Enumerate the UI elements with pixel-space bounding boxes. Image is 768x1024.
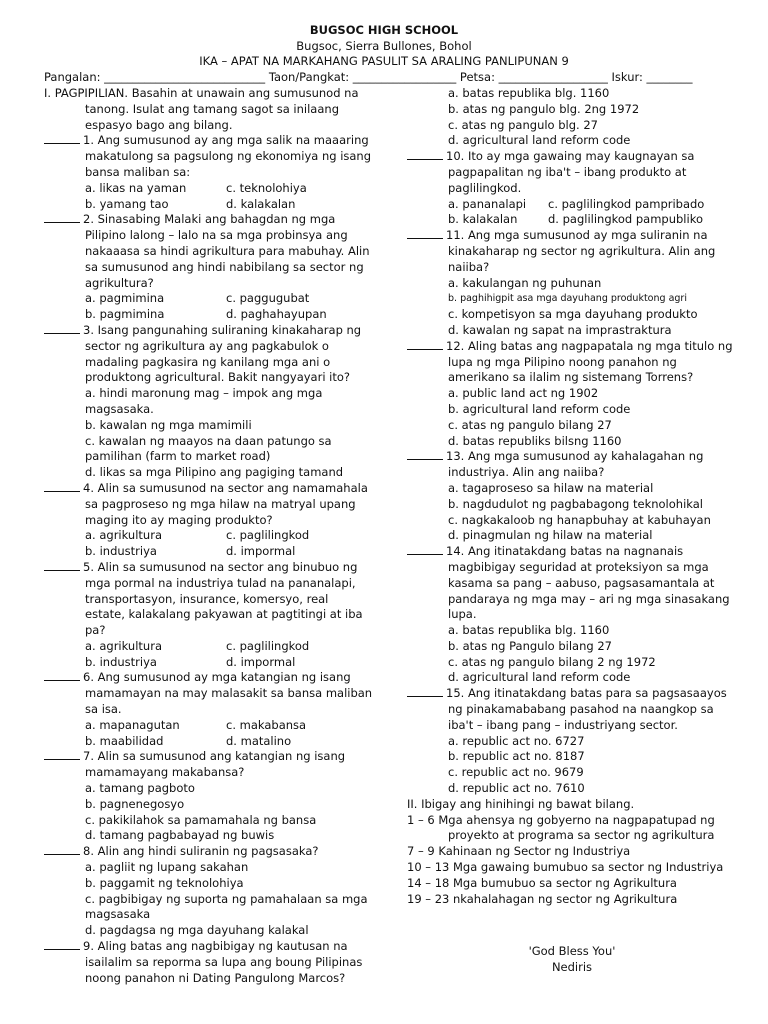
text-line: transportasyon, insurance, komersyo, real (85, 591, 329, 606)
choice-option: d. matalino (226, 733, 292, 748)
answer-blank[interactable] (44, 670, 80, 681)
text-line: sa isa. (85, 702, 122, 717)
question-text: 14. Ang itinatakdang batas na nagnanais (446, 544, 684, 559)
choice-option: b. industriya (85, 654, 157, 669)
section-line: 14 – 18 Mga bumubuo sa sector ng Agrikultura (407, 875, 677, 890)
question-line (44, 212, 364, 228)
text-line: kinakaharap ng sector ng agrikultura. Alin ang (448, 243, 716, 258)
text-line: mga pormal na industriya tulad na pananalapi, (85, 575, 356, 590)
text-line: sa pagproseso ng mga hilaw na matryal upang (85, 496, 356, 511)
text-line: a. kakulangan ng puhunan (448, 275, 602, 290)
text-line: a. public land act ng 1902 (448, 386, 599, 401)
text-line: amerikano sa ilalim ng sistemang Torrens? (448, 370, 694, 385)
text-line: c. kompetisyon sa mga dayuhang produkto (448, 307, 698, 322)
question-text: 2. Sinasabing Malaki ang bahagdan ng mga (83, 212, 336, 227)
student-info-line[interactable]: Pangalan: ____________________________ Taon/Pangkat: __________________ Petsa: ___________________ Iskur: ________ (44, 70, 693, 84)
text-line: b. agricultural land reform code (448, 401, 631, 416)
question-line (44, 560, 364, 576)
choice-option: a. agrikultura (85, 638, 162, 653)
answer-blank[interactable] (44, 323, 80, 334)
school-name: BUGSOC HIGH SCHOOL (309, 23, 459, 37)
choice-pair (407, 197, 737, 213)
question-text: 11. Ang mga sumusunod ay mga suliranin na (446, 228, 708, 243)
text-line: c. republic act no. 9679 (448, 765, 584, 780)
question-line (407, 449, 737, 465)
choice-pair (44, 307, 364, 323)
question-text: 9. Aling batas ang nagbibigay ng kautusan na (83, 939, 348, 954)
text-line: c. kawalan ng maayos na daan patungo sa (85, 433, 332, 448)
text-line: ng pinakamababang pasahod na naangkop sa (448, 702, 714, 717)
text-line: b. kawalan ng mga mamimili (85, 417, 252, 432)
question-line (44, 133, 369, 149)
text-line: iba't – ibang pang – industriyang sector. (448, 717, 678, 732)
text-line: noong panahon ni Dating Pangulong Marcos? (85, 970, 346, 985)
question-text: 13. Ang mga sumusunod ay kahalagahan ng (446, 449, 704, 464)
answer-blank[interactable] (407, 339, 443, 350)
choice-pair (44, 291, 364, 307)
text-line: d. batas republiks bilsng 1160 (448, 433, 622, 448)
choice-pair (44, 197, 364, 213)
text-line: d. pinagmulan ng hilaw na material (448, 528, 653, 543)
question-line (407, 228, 737, 244)
question-line (44, 844, 364, 860)
text-line: madaling pagkasira ng kanilang mga ani o (85, 354, 331, 369)
text-line: d. republic act no. 7610 (448, 781, 585, 796)
text-line: nakaaasa sa hindi agrikultura para mabuhay. Alin (85, 243, 370, 258)
text-line: naiiba? (448, 259, 490, 274)
text-line: a. hindi maronung mag – impok ang mga (85, 386, 323, 401)
text-line: c. pagbibigay ng suporta ng pamahalaan sa mga (85, 891, 368, 906)
answer-blank[interactable] (407, 544, 443, 555)
text-line: d. agricultural land reform code (448, 133, 631, 148)
text-line: a. tagaproseso sa hilaw na material (448, 480, 654, 495)
text-line: a. batas republika blg. 1160 (448, 623, 610, 638)
answer-blank[interactable] (44, 939, 80, 950)
answer-blank[interactable] (407, 449, 443, 460)
choice-pair (44, 734, 364, 750)
question-text: 10. Ito ay mga gawaing may kaugnayan sa (446, 149, 695, 164)
question-line (407, 149, 737, 165)
right-column (407, 86, 737, 907)
text-line: d. tamang pagbabayad ng buwis (85, 828, 275, 843)
choice-option: b. industriya (85, 544, 157, 559)
text-line: isailalim sa reporma sa lupa ang boung Pilipinas (85, 954, 363, 969)
choice-option: b. pagmimina (85, 307, 165, 322)
text-line: proyekto at programa sa sector ng agrikultura (448, 828, 715, 843)
choice-pair (44, 639, 364, 655)
choice-option: a. mapanagutan (85, 717, 180, 732)
answer-blank[interactable] (44, 481, 80, 492)
question-line (44, 749, 364, 765)
choice-pair (44, 655, 364, 671)
choice-option: c. paggugubat (226, 291, 310, 306)
text-line: pagpapalitan ng iba't – ibang produkto at (448, 164, 687, 179)
question-text: 8. Alin ang hindi suliranin ng pagsasaka? (83, 844, 319, 859)
text-line: a. republic act no. 6727 (448, 733, 585, 748)
answer-blank[interactable] (407, 686, 443, 697)
text-line: c. atas ng pangulo bilang 2 ng 1972 (448, 654, 656, 669)
choice-option: a. pagmimina (85, 291, 165, 306)
choice-option: a. agrikultura (85, 528, 162, 543)
left-column (44, 86, 373, 986)
choice-option: c. paglilingkod (226, 528, 310, 543)
text-line: lupa. (448, 607, 477, 622)
question-line (44, 939, 364, 955)
question-text: 1. Ang sumusunod ay ang mga salik na maaaring (83, 133, 369, 148)
answer-blank[interactable] (407, 228, 443, 239)
section-line: II. Ibigay ang hinihingi ng bawat bilang. (407, 796, 635, 811)
choice-option: d. paglilingkod pampubliko (548, 212, 703, 227)
question-line (44, 670, 364, 686)
text-line: paglilingkod. (448, 180, 522, 195)
answer-blank[interactable] (44, 844, 80, 855)
choice-option: b. yamang tao (85, 196, 169, 211)
text-line: maging ito ay maging produkto? (85, 512, 273, 527)
text-line: Pilipino lalong – lalo na sa mga probinsya ang (85, 228, 348, 243)
closing (407, 944, 737, 975)
answer-blank[interactable] (44, 133, 80, 144)
text-line: magsasaka. (85, 401, 154, 416)
text-line: pandaraya ng mga may – ari ng mga sinasakang (448, 591, 730, 606)
choice-pair (44, 528, 364, 544)
text-line: c. pakikilahok sa pamamahala ng bansa (85, 812, 317, 827)
text-line: bansa maliban sa: (85, 164, 191, 179)
blessing-text: 'God Bless You' (528, 944, 616, 958)
choice-option: d. impormal (226, 654, 296, 669)
text-line: b. paggamit ng teknolohiya (85, 875, 244, 890)
text-line: b. pagnenegosyo (85, 796, 185, 811)
question-line (44, 480, 368, 497)
exam-title: IKA – APAT NA MARKAHANG PASULIT SA ARALING PANLIPUNAN 9 (199, 54, 569, 68)
text-line: lupa ng mga Pilipino noong panahon ng (448, 354, 677, 369)
document-header (0, 23, 768, 70)
question-text: 4. Alin sa sumusunod na sector ang namamahala (83, 480, 368, 495)
choice-option: b. kalakalan (448, 212, 518, 227)
author-name: Nediris (551, 959, 593, 974)
school-address: Bugsoc, Sierra Bullones, Bohol (296, 38, 472, 53)
answer-blank[interactable] (44, 212, 80, 223)
text-line: espasyo bago ang bilang. (85, 117, 233, 132)
text-line: d. agricultural land reform code (448, 670, 631, 685)
choice-option: d. paghahayupan (226, 307, 327, 322)
text-line: d. kawalan ng sapat na imprastraktura (448, 322, 672, 337)
text-line: industriya. Alin ang naiiba? (448, 465, 605, 480)
choice-pair (407, 212, 737, 228)
question-line (407, 339, 737, 355)
text-line: b. republic act no. 8187 (448, 749, 585, 764)
text-line: kasama sa pang – aabuso, pagsasamantala at (448, 575, 715, 590)
choice-option: c. teknolohiya (226, 180, 307, 195)
text-line: pa? (85, 623, 106, 638)
choice-pair (44, 544, 364, 560)
text-line: pamilihan (farm to market road) (85, 449, 271, 464)
choice-option: d. impormal (226, 544, 296, 559)
answer-blank[interactable] (44, 560, 80, 571)
text-line: mamamayan na may malasakit sa bansa maliban (85, 686, 373, 701)
question-text: 3. Isang pangunahing suliraning kinakaharap ng (83, 322, 362, 337)
choice-pair (44, 181, 364, 197)
question-text: 15. Ang itinatakdang batas para sa pagsasaayos (446, 686, 727, 701)
choice-option: d. kalakalan (226, 196, 296, 211)
text-line: b. atas ng Pangulo bilang 27 (448, 638, 612, 653)
question-text: 5. Alin sa sumusunod na sector ang binubuo ng (83, 559, 358, 574)
text-line: magsasaka (85, 907, 151, 922)
text-line: b. paghihigpit asa mga dayuhang produktong agri (448, 293, 687, 305)
text-line: c. atas ng pangulo blg. 27 (448, 117, 598, 132)
text-line: a. batas republika blg. 1160 (448, 86, 610, 100)
question-line (407, 544, 737, 560)
section-line: 7 – 9 Kahinaan ng Sector ng Industriya (407, 844, 631, 859)
question-text: 12. Aling batas ang nagpapatala ng mga titulo ng (446, 338, 733, 353)
answer-blank[interactable] (44, 749, 80, 760)
text-line: sector ng agrikultura ay ang pagkabulok o (85, 338, 329, 353)
choice-pair (44, 718, 364, 734)
text-line: makatulong sa pagsulong ng ekonomiya ng isang (85, 149, 372, 164)
text-line: sa sumusunod ang hindi nabibilang sa sector ng (85, 259, 364, 274)
section-line: 1 – 6 Mga ahensya ng gobyerno na nagpapatupad ng (407, 812, 715, 827)
section-line: 19 – 23 nkahalahagan ng sector ng Agrikultura (407, 891, 678, 906)
question-text: 7. Alin sa sumusunod ang katangian ng isang (83, 749, 346, 764)
question-text: 6. Ang sumusunod ay mga katangian ng isang (83, 670, 351, 685)
section-line: I. PAGPIPILIAN. Basahin at unawain ang sumusunod na (44, 86, 359, 100)
answer-blank[interactable] (407, 149, 443, 160)
text-line: magbibigay seguridad at proteksiyon sa mga (448, 559, 709, 574)
text-line: c. atas ng pangulo bilang 27 (448, 417, 612, 432)
choice-option: a. pananalapi (448, 196, 527, 211)
text-line: a. tamang pagboto (85, 781, 195, 796)
text-line: b. atas ng pangulo blg. 2ng 1972 (448, 101, 640, 116)
choice-option: c. paglilingkod (226, 638, 310, 653)
text-line: estate, kalakalang pakyawan at pagtitingi at iba (85, 607, 363, 622)
text-line: b. nagdudulot ng pagbabagong teknolohikal (448, 496, 703, 511)
text-line: c. nagkakaloob ng hanapbuhay at kabuhayan (448, 512, 711, 527)
text-line: produktong agricultural. Bakit nangyayari ito? (85, 370, 351, 385)
question-line (44, 323, 364, 339)
section-line: 10 – 13 Mga gawaing bumubuo sa sector ng Industriya (407, 860, 724, 875)
question-line (407, 686, 737, 702)
choice-option: c. paglilingkod pampribado (548, 196, 705, 211)
text-line: d. likas sa mga Pilipino ang pagiging tamand (85, 465, 344, 480)
choice-option: a. likas na yaman (85, 180, 187, 195)
choice-option: c. makabansa (226, 717, 307, 732)
text-line: d. pagdagsa ng mga dayuhang kalakal (85, 923, 309, 938)
text-line: tanong. Isulat ang tamang sagot sa inilaang (85, 101, 339, 116)
choice-option: b. maabilidad (85, 733, 164, 748)
text-line: agrikultura? (85, 275, 154, 290)
text-line: mamamayang makabansa? (85, 765, 245, 780)
text-line: a. pagliit ng lupang sakahan (85, 860, 249, 875)
